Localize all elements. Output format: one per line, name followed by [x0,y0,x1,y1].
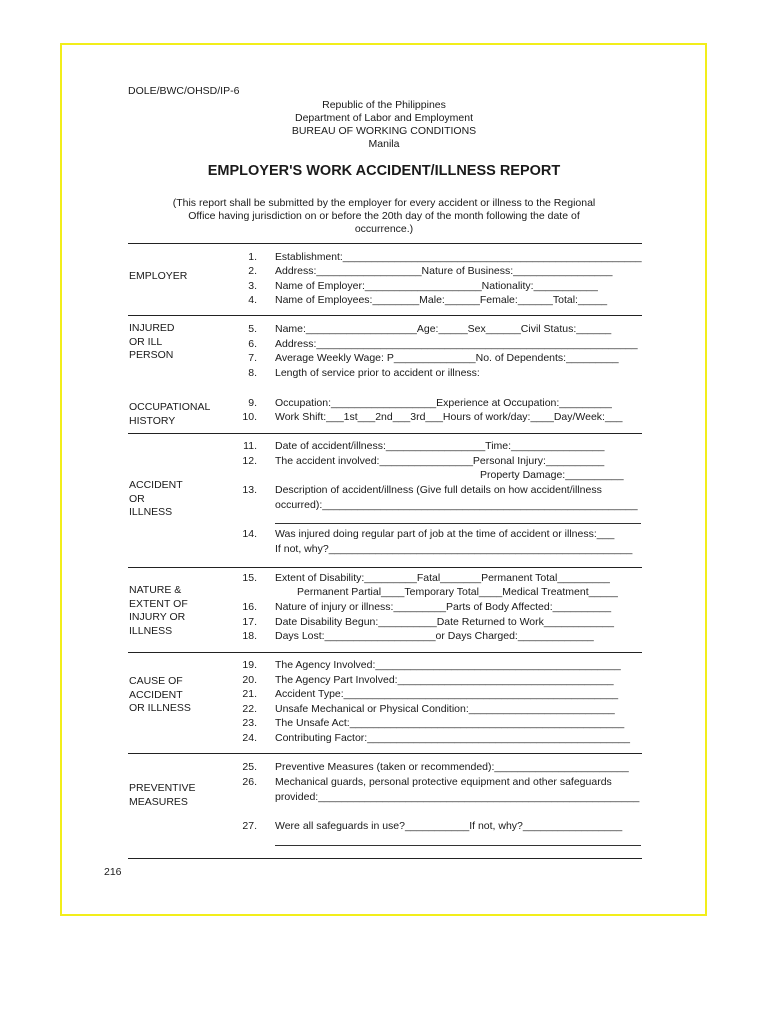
accident-type-field[interactable]: Accident Type:_______________________________________________ [275,688,619,700]
intro-line-1: (This report shall be submitted by the employer for every accident or illness to the Regional [172,197,596,209]
item-number: 9. [248,397,257,409]
agency-involved-field[interactable]: The Agency Involved:__________________________________________ [275,659,621,671]
category-accident-illness: ACCIDENT OR ILLNESS [129,479,183,518]
extent-of-disability-field[interactable]: Extent of Disability:_________Fatal_______Permanent Total_________ [275,572,610,584]
length-of-service-field[interactable]: Length of service prior to accident or illness: [275,367,480,379]
occupation-field[interactable]: Occupation:__________________Experience at Occupation:_________ [275,397,612,409]
person-name-field[interactable]: Name:___________________Age:_____Sex______Civil Status:______ [275,323,612,335]
unsafe-act-field[interactable]: The Unsafe Act:_______________________________________________ [275,717,625,729]
employees-count-field[interactable]: Name of Employees:________Male:______Female:______Total:_____ [275,294,608,306]
form-title: EMPLOYER'S WORK ACCIDENT/ILLNESS REPORT [207,163,561,179]
section-divider [128,315,642,316]
item-number: 8. [248,367,257,379]
person-address-field[interactable]: Address:_______________________________________________________ [275,338,638,350]
form-code: DOLE/BWC/OHSD/IP-6 [128,85,240,97]
header-line-3: BUREAU OF WORKING CONDITIONS [291,125,477,137]
item-number: 18. [242,630,257,642]
header-line-2: Department of Labor and Employment [294,112,473,124]
item-number: 3. [248,280,257,292]
category-occupational-history: OCCUPATIONAL HISTORY [129,401,211,427]
item-number: 26. [242,776,257,788]
item-number: 4. [248,294,257,306]
disability-dates-field[interactable]: Date Disability Begun:__________Date Returned to Work____________ [275,616,614,628]
intro-line-3: occurrence.) [354,223,414,235]
section-divider [128,652,642,653]
item-number: 10. [242,411,257,423]
item-number: 11. [243,440,257,452]
item-number: 17. [242,616,257,628]
category-employer: EMPLOYER [129,270,188,282]
category-cause: CAUSE OF ACCIDENT OR ILLNESS [129,675,191,714]
blank-line[interactable] [275,845,641,846]
description-field: Description of accident/illness (Give full details on how accident/illness [275,484,602,496]
item-number: 2. [248,265,257,277]
item-number: 24. [242,732,257,744]
item-number: 14. [242,528,257,540]
item-number: 15. [242,572,257,584]
section-divider [128,243,642,244]
item-number: 27. [242,820,257,832]
work-shift-field[interactable]: Work Shift:___1st___2nd___3rd___Hours of work/day:____Day/Week:___ [275,411,623,423]
accident-date-field[interactable]: Date of accident/illness:_________________Time:________________ [275,440,605,452]
section-divider [128,433,642,434]
item-number: 20. [242,674,257,686]
category-nature-extent: NATURE & EXTENT OF INJURY OR ILLNESS [129,584,188,637]
safeguards-provided-field[interactable]: provided:_______________________________________________________ [275,791,640,803]
description-occurred-field[interactable]: occurred):______________________________________________________ [275,499,638,511]
header-line-1: Republic of the Philippines [322,99,446,111]
address-business-field[interactable]: Address:__________________Nature of Business:_________________ [275,265,613,277]
contributing-factor-field[interactable]: Contributing Factor:_____________________________________________ [275,732,630,744]
disability-type-field[interactable]: Permanent Partial____Temporary Total____Medical Treatment_____ [297,586,618,598]
wage-dependents-field[interactable]: Average Weekly Wage: P______________No. of Dependents:_________ [275,352,619,364]
establishment-field[interactable]: Establishment:____________________________________________________ [275,251,642,263]
header-line-4: Manila [368,138,400,150]
agency-part-field[interactable]: The Agency Part Involved:_____________________________________ [275,674,614,686]
item-number: 21. [242,688,257,700]
item-number: 6. [248,338,257,350]
category-preventive: PREVENTIVE MEASURES [129,782,196,808]
property-damage-field[interactable]: Property Damage:__________ [480,469,624,481]
preventive-measures-field[interactable]: Preventive Measures (taken or recommended):_______________________ [275,761,629,773]
section-divider [128,567,642,568]
regular-job-field[interactable]: Was injured doing regular part of job at the time of accident or illness:___ [275,528,615,540]
item-number: 5. [248,323,257,335]
item-number: 23. [242,717,257,729]
item-number: 13. [242,484,257,496]
item-number: 16. [242,601,257,613]
section-divider [128,753,642,754]
if-not-why-field[interactable]: If not, why?____________________________________________________ [275,543,633,555]
item-number: 19. [242,659,257,671]
section-divider [128,858,642,859]
safeguards-description: Mechanical guards, personal protective equipment and other safeguards [275,776,612,788]
unsafe-condition-field[interactable]: Unsafe Mechanical or Physical Condition:_________________________ [275,703,615,715]
accident-involved-field[interactable]: The accident involved:________________Personal Injury:__________ [275,455,605,467]
item-number: 7. [248,352,257,364]
item-number: 22. [242,703,257,715]
item-number: 12. [242,455,257,467]
item-number: 25. [242,761,257,773]
intro-line-2: Office having jurisdiction on or before the 20th day of the month following the date of [188,210,580,222]
item-number: 1. [248,251,257,263]
safeguards-in-use-field[interactable]: Were all safeguards in use?___________If not, why?_________________ [275,820,623,832]
employer-nationality-field[interactable]: Name of Employer:____________________Nationality:___________ [275,280,598,292]
nature-of-injury-field[interactable]: Nature of injury or illness:_________Parts of Body Affected:__________ [275,601,612,613]
blank-line[interactable] [275,523,641,524]
page-number: 216 [104,866,122,878]
category-injured-person: INJURED OR ILL PERSON [129,322,175,361]
days-lost-field[interactable]: Days Lost:___________________or Days Charged:_____________ [275,630,594,642]
